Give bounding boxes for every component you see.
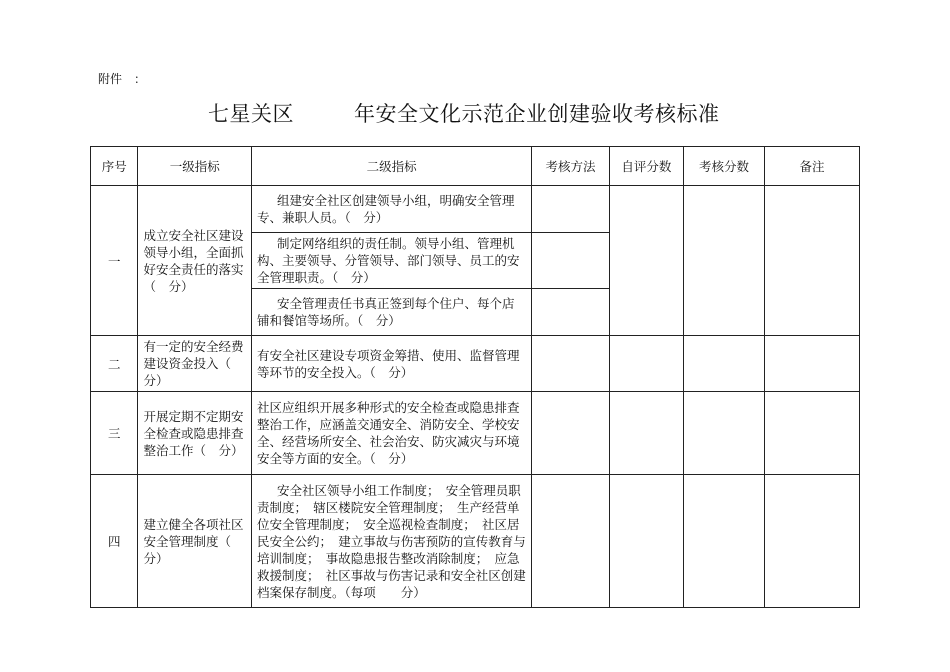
method-cell: [532, 475, 610, 608]
remarks-cell: [764, 186, 859, 336]
header-remarks: 备注: [764, 147, 859, 186]
assessed-score-cell: [683, 186, 764, 336]
document-title: [208, 98, 720, 128]
attachment-label: 附件 ：: [98, 72, 147, 86]
primary-indicator: 建立健全各项社区安全管理制度（ 分）: [138, 475, 251, 608]
self-score-cell: [609, 392, 683, 475]
secondary-indicator: 安全管理责任书真正签到每个住户、每个店铺和餐馆等场所。（ 分）: [251, 289, 531, 336]
header-secondary: 二级指标: [251, 147, 531, 186]
row-number: 四: [91, 475, 138, 608]
table-row: [91, 392, 860, 475]
row-number: 一: [91, 186, 138, 336]
header-self-score: 自评分数: [609, 147, 683, 186]
secondary-indicator: 制定网络组织的责任制。领导小组、管理机构、主要领导、分管领导、部门领导、员工的安全管理职责。（ 分）: [251, 233, 531, 289]
title-main: 年安全文化示范企业创建验收考核标准: [354, 102, 720, 126]
self-score-cell: [609, 475, 683, 608]
self-score-cell: [609, 186, 683, 336]
method-cell: [532, 336, 610, 392]
method-cell: [532, 392, 610, 475]
method-cell: [532, 233, 610, 289]
header-assessed-score: 考核分数: [683, 147, 764, 186]
secondary-indicator: 安全社区领导小组工作制度； 安全管理员职责制度； 辖区楼院安全管理制度； 生产经营单位安全管理制度； 安全巡视检查制度； 社区居民安全公约； 建立事故与伤害预防的宣传教育与培训制度； 事故隐患报告整改消除制度； 应急救援制度； 社区事故与伤害记录和安全社区创建档案保存制度。（每项 分）: [251, 475, 531, 608]
table-row: [91, 336, 860, 392]
method-cell: [532, 289, 610, 336]
primary-indicator: 成立安全社区建设领导小组，全面抓好安全责任的落实（ 分）: [138, 186, 251, 336]
assessment-table: [90, 146, 860, 608]
primary-indicator: 有一定的安全经费建设资金投入（ 分）: [138, 336, 251, 392]
secondary-indicator: 有安全社区建设专项资金筹措、使用、监督管理等环节的安全投入。（ 分）: [251, 336, 531, 392]
remarks-cell: [764, 336, 859, 392]
table-row: [91, 475, 860, 608]
secondary-indicator: 社区应组织开展多种形式的安全检查或隐患排查整治工作，应涵盖交通安全、消防安全、学校安全、经营场所安全、社会治安、防灾减灾与环境安全等方面的安全。（ 分）: [251, 392, 531, 475]
row-number: 二: [91, 336, 138, 392]
secondary-indicator: 组建安全社区创建领导小组，明确安全管理专、兼职人员。（ 分）: [251, 186, 531, 233]
remarks-cell: [764, 392, 859, 475]
self-score-cell: [609, 336, 683, 392]
primary-indicator: 开展定期不定期安全检查或隐患排查整治工作（ 分）: [138, 392, 251, 475]
remarks-cell: [764, 475, 859, 608]
header-method: 考核方法: [532, 147, 610, 186]
table-row: [91, 186, 860, 233]
method-cell: [532, 186, 610, 233]
title-district: 七星关区: [208, 102, 294, 126]
header-num: 序号: [91, 147, 138, 186]
table-header-row: [91, 147, 860, 186]
assessed-score-cell: [683, 336, 764, 392]
header-primary: 一级指标: [138, 147, 251, 186]
assessed-score-cell: [683, 392, 764, 475]
assessed-score-cell: [683, 475, 764, 608]
row-number: 三: [91, 392, 138, 475]
